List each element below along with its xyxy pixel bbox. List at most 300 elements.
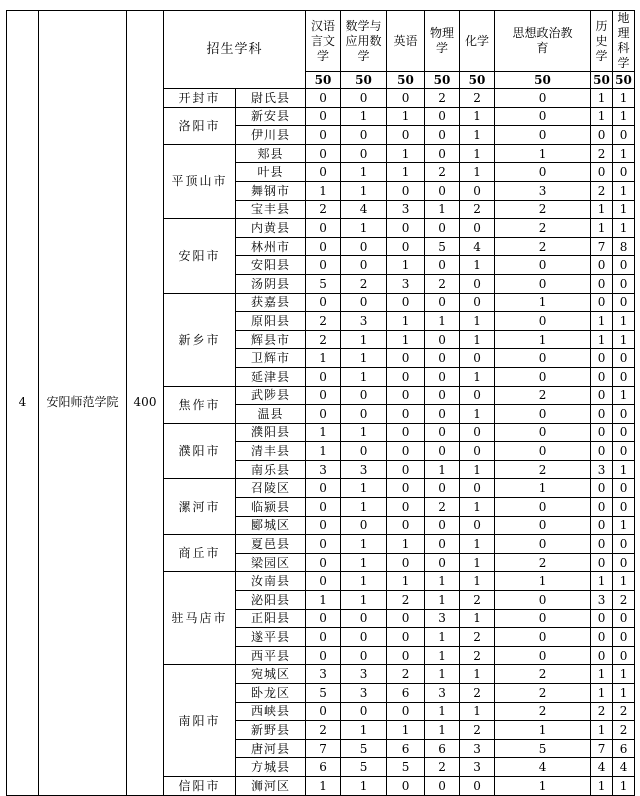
value-cell: 6 — [425, 739, 460, 758]
value-cell: 2 — [341, 274, 387, 293]
county-cell: 新安县 — [236, 107, 306, 126]
value-cell: 0 — [425, 330, 460, 349]
value-cell: 0 — [591, 405, 613, 424]
value-cell: 0 — [306, 219, 341, 238]
value-cell: 0 — [387, 423, 425, 442]
value-cell: 0 — [306, 405, 341, 424]
value-cell: 0 — [460, 516, 495, 535]
value-cell: 0 — [341, 628, 387, 647]
value-cell: 2 — [613, 721, 635, 740]
value-cell: 0 — [387, 646, 425, 665]
city-cell: 驻马店市 — [164, 572, 236, 665]
value-cell: 0 — [495, 256, 591, 275]
value-cell: 0 — [425, 126, 460, 145]
value-cell: 3 — [425, 609, 460, 628]
value-cell: 0 — [495, 423, 591, 442]
county-cell: 临颍县 — [236, 498, 306, 517]
value-cell: 0 — [387, 89, 425, 108]
value-cell: 1 — [425, 721, 460, 740]
value-cell: 2 — [495, 200, 591, 219]
value-cell: 2 — [425, 89, 460, 108]
value-cell: 0 — [387, 516, 425, 535]
value-cell: 0 — [306, 386, 341, 405]
value-cell: 0 — [613, 553, 635, 572]
value-cell: 1 — [341, 423, 387, 442]
value-cell: 1 — [425, 572, 460, 591]
value-cell: 2 — [306, 330, 341, 349]
value-cell: 5 — [387, 758, 425, 777]
total-quota: 400 — [127, 11, 164, 796]
value-cell: 1 — [591, 776, 613, 795]
value-cell: 0 — [425, 144, 460, 163]
county-cell: 武陟县 — [236, 386, 306, 405]
value-cell: 1 — [387, 256, 425, 275]
value-cell: 0 — [613, 256, 635, 275]
value-cell: 0 — [387, 405, 425, 424]
value-cell: 1 — [591, 721, 613, 740]
value-cell: 0 — [613, 274, 635, 293]
value-cell: 0 — [341, 702, 387, 721]
value-cell: 1 — [613, 181, 635, 200]
value-cell: 1 — [460, 665, 495, 684]
value-cell: 1 — [591, 89, 613, 108]
value-cell: 3 — [387, 274, 425, 293]
value-cell: 5 — [495, 739, 591, 758]
value-cell: 1 — [460, 609, 495, 628]
value-cell: 0 — [425, 442, 460, 461]
value-cell: 3 — [460, 758, 495, 777]
value-cell: 0 — [495, 126, 591, 145]
value-cell: 0 — [341, 293, 387, 312]
city-cell: 安阳市 — [164, 219, 236, 293]
value-cell: 0 — [425, 349, 460, 368]
value-cell: 1 — [425, 665, 460, 684]
value-cell: 0 — [387, 553, 425, 572]
value-cell: 0 — [306, 516, 341, 535]
value-cell: 0 — [387, 702, 425, 721]
value-cell: 0 — [613, 498, 635, 517]
value-cell: 0 — [613, 646, 635, 665]
value-cell: 1 — [460, 144, 495, 163]
value-cell: 0 — [306, 163, 341, 182]
subject-header: 化学 — [460, 11, 495, 72]
value-cell: 0 — [341, 386, 387, 405]
county-cell: 汤阴县 — [236, 274, 306, 293]
value-cell: 2 — [495, 553, 591, 572]
value-cell: 3 — [460, 739, 495, 758]
value-cell: 0 — [425, 181, 460, 200]
county-cell: 辉县市 — [236, 330, 306, 349]
county-cell: 方城县 — [236, 758, 306, 777]
value-cell: 1 — [306, 442, 341, 461]
value-cell: 0 — [591, 367, 613, 386]
value-cell: 0 — [591, 609, 613, 628]
value-cell: 1 — [460, 405, 495, 424]
value-cell: 3 — [387, 200, 425, 219]
value-cell: 0 — [341, 144, 387, 163]
value-cell: 4 — [341, 200, 387, 219]
value-cell: 0 — [306, 479, 341, 498]
value-cell: 1 — [460, 163, 495, 182]
value-cell: 0 — [591, 479, 613, 498]
value-cell: 0 — [387, 776, 425, 795]
county-cell: 新野县 — [236, 721, 306, 740]
value-cell: 0 — [306, 498, 341, 517]
value-cell: 1 — [341, 330, 387, 349]
value-cell: 3 — [495, 181, 591, 200]
value-cell: 1 — [495, 330, 591, 349]
value-cell: 0 — [591, 126, 613, 145]
value-cell: 0 — [425, 535, 460, 554]
value-cell: 0 — [613, 349, 635, 368]
county-cell: 泌阳县 — [236, 591, 306, 610]
value-cell: 0 — [460, 776, 495, 795]
city-cell: 焦作市 — [164, 386, 236, 423]
value-cell: 0 — [591, 274, 613, 293]
value-cell: 0 — [495, 591, 591, 610]
value-cell: 0 — [591, 553, 613, 572]
value-cell: 0 — [425, 256, 460, 275]
value-cell: 0 — [387, 442, 425, 461]
value-cell: 0 — [306, 609, 341, 628]
city-cell: 开封市 — [164, 89, 236, 108]
value-cell: 1 — [341, 721, 387, 740]
value-cell: 0 — [495, 367, 591, 386]
county-cell: 濮阳县 — [236, 423, 306, 442]
value-cell: 1 — [306, 349, 341, 368]
value-cell: 7 — [591, 237, 613, 256]
value-cell: 0 — [613, 535, 635, 554]
subject-header: 地理 科学 — [613, 11, 635, 72]
value-cell: 0 — [591, 293, 613, 312]
value-cell: 2 — [495, 684, 591, 703]
value-cell: 1 — [460, 535, 495, 554]
value-cell: 1 — [613, 684, 635, 703]
subject-header: 历 史 学 — [591, 11, 613, 72]
county-cell: 召陵区 — [236, 479, 306, 498]
value-cell: 0 — [495, 498, 591, 517]
county-cell: 正阳县 — [236, 609, 306, 628]
value-cell: 2 — [306, 312, 341, 331]
value-cell: 0 — [591, 423, 613, 442]
value-cell: 0 — [613, 479, 635, 498]
value-cell: 0 — [460, 479, 495, 498]
value-cell: 5 — [425, 237, 460, 256]
value-cell: 0 — [387, 126, 425, 145]
value-cell: 4 — [591, 758, 613, 777]
city-cell: 洛阳市 — [164, 107, 236, 144]
value-cell: 1 — [460, 312, 495, 331]
value-cell: 0 — [425, 516, 460, 535]
value-cell: 0 — [591, 256, 613, 275]
value-cell: 0 — [425, 219, 460, 238]
subject-header: 英语 — [387, 11, 425, 72]
value-cell: 0 — [613, 628, 635, 647]
value-cell: 0 — [306, 237, 341, 256]
county-cell: 卧龙区 — [236, 684, 306, 703]
value-cell: 5 — [306, 274, 341, 293]
value-cell: 0 — [591, 349, 613, 368]
value-cell: 1 — [425, 646, 460, 665]
value-cell: 0 — [341, 516, 387, 535]
county-cell: 内黄县 — [236, 219, 306, 238]
value-cell: 0 — [306, 107, 341, 126]
subject-quota: 50 — [460, 72, 495, 89]
value-cell: 3 — [425, 684, 460, 703]
value-cell: 3 — [341, 684, 387, 703]
subject-quota: 50 — [613, 72, 635, 89]
value-cell: 0 — [425, 479, 460, 498]
value-cell: 0 — [387, 479, 425, 498]
subject-quota: 50 — [306, 72, 341, 89]
value-cell: 1 — [591, 312, 613, 331]
value-cell: 0 — [460, 423, 495, 442]
value-cell: 0 — [613, 609, 635, 628]
value-cell: 1 — [387, 107, 425, 126]
value-cell: 0 — [591, 646, 613, 665]
value-cell: 1 — [613, 144, 635, 163]
county-cell: 梁园区 — [236, 553, 306, 572]
value-cell: 1 — [460, 572, 495, 591]
value-cell: 1 — [341, 776, 387, 795]
value-cell: 0 — [495, 628, 591, 647]
value-cell: 0 — [613, 405, 635, 424]
value-cell: 0 — [306, 367, 341, 386]
county-cell: 获嘉县 — [236, 293, 306, 312]
value-cell: 1 — [341, 367, 387, 386]
value-cell: 0 — [495, 535, 591, 554]
value-cell: 1 — [591, 572, 613, 591]
value-cell: 3 — [591, 591, 613, 610]
value-cell: 0 — [306, 256, 341, 275]
city-cell: 信阳市 — [164, 776, 236, 795]
value-cell: 3 — [341, 665, 387, 684]
value-cell: 6 — [613, 739, 635, 758]
value-cell: 1 — [341, 163, 387, 182]
value-cell: 0 — [387, 181, 425, 200]
value-cell: 0 — [613, 423, 635, 442]
value-cell: 2 — [460, 591, 495, 610]
value-cell: 2 — [495, 219, 591, 238]
value-cell: 2 — [460, 684, 495, 703]
value-cell: 0 — [495, 312, 591, 331]
subject-header-label: 招生学科 — [164, 11, 306, 89]
value-cell: 0 — [387, 628, 425, 647]
value-cell: 0 — [495, 349, 591, 368]
value-cell: 7 — [306, 739, 341, 758]
value-cell: 3 — [306, 460, 341, 479]
value-cell: 0 — [495, 405, 591, 424]
value-cell: 1 — [495, 721, 591, 740]
value-cell: 1 — [425, 628, 460, 647]
value-cell: 0 — [495, 89, 591, 108]
value-cell: 0 — [341, 237, 387, 256]
value-cell: 1 — [341, 479, 387, 498]
value-cell: 0 — [460, 293, 495, 312]
county-cell: 夏邑县 — [236, 535, 306, 554]
county-cell: 安阳县 — [236, 256, 306, 275]
value-cell: 3 — [306, 665, 341, 684]
city-cell: 漯河市 — [164, 479, 236, 535]
value-cell: 2 — [495, 702, 591, 721]
value-cell: 0 — [387, 460, 425, 479]
value-cell: 0 — [341, 89, 387, 108]
county-cell: 延津县 — [236, 367, 306, 386]
value-cell: 5 — [341, 739, 387, 758]
county-cell: 宝丰县 — [236, 200, 306, 219]
value-cell: 0 — [591, 628, 613, 647]
value-cell: 0 — [387, 609, 425, 628]
value-cell: 0 — [613, 126, 635, 145]
value-cell: 1 — [387, 330, 425, 349]
value-cell: 2 — [591, 144, 613, 163]
value-cell: 0 — [387, 219, 425, 238]
value-cell: 1 — [591, 665, 613, 684]
value-cell: 0 — [306, 646, 341, 665]
value-cell: 1 — [460, 702, 495, 721]
value-cell: 0 — [613, 163, 635, 182]
value-cell: 0 — [460, 274, 495, 293]
value-cell: 0 — [387, 349, 425, 368]
value-cell: 2 — [306, 721, 341, 740]
enrollment-table — [6, 10, 635, 796]
value-cell: 1 — [495, 479, 591, 498]
value-cell: 1 — [591, 684, 613, 703]
county-cell: 遂平县 — [236, 628, 306, 647]
value-cell: 1 — [495, 293, 591, 312]
county-cell: 郾城区 — [236, 516, 306, 535]
value-cell: 1 — [425, 591, 460, 610]
value-cell: 1 — [387, 163, 425, 182]
county-cell: 南乐县 — [236, 460, 306, 479]
value-cell: 0 — [460, 442, 495, 461]
value-cell: 1 — [591, 107, 613, 126]
value-cell: 3 — [341, 460, 387, 479]
value-cell: 0 — [306, 572, 341, 591]
value-cell: 0 — [306, 628, 341, 647]
value-cell: 0 — [387, 498, 425, 517]
value-cell: 0 — [495, 274, 591, 293]
value-cell: 1 — [613, 107, 635, 126]
city-cell: 商丘市 — [164, 535, 236, 572]
value-cell: 0 — [425, 423, 460, 442]
value-cell: 8 — [613, 237, 635, 256]
value-cell: 0 — [306, 535, 341, 554]
value-cell: 0 — [591, 516, 613, 535]
value-cell: 6 — [306, 758, 341, 777]
value-cell: 0 — [460, 181, 495, 200]
value-cell: 2 — [306, 200, 341, 219]
value-cell: 1 — [306, 776, 341, 795]
value-cell: 1 — [425, 702, 460, 721]
value-cell: 1 — [341, 498, 387, 517]
value-cell: 2 — [495, 460, 591, 479]
value-cell: 1 — [425, 460, 460, 479]
row-number: 4 — [7, 11, 39, 796]
value-cell: 2 — [425, 163, 460, 182]
value-cell: 1 — [460, 330, 495, 349]
value-cell: 0 — [341, 405, 387, 424]
county-cell: 清丰县 — [236, 442, 306, 461]
value-cell: 1 — [341, 591, 387, 610]
value-cell: 0 — [425, 367, 460, 386]
value-cell: 0 — [306, 89, 341, 108]
subject-quota: 50 — [387, 72, 425, 89]
value-cell: 0 — [591, 163, 613, 182]
value-cell: 1 — [460, 126, 495, 145]
value-cell: 0 — [591, 498, 613, 517]
value-cell: 1 — [387, 572, 425, 591]
value-cell: 1 — [613, 312, 635, 331]
value-cell: 1 — [341, 219, 387, 238]
value-cell: 0 — [306, 144, 341, 163]
county-cell: 伊川县 — [236, 126, 306, 145]
value-cell: 0 — [591, 386, 613, 405]
value-cell: 2 — [387, 665, 425, 684]
value-cell: 1 — [460, 460, 495, 479]
value-cell: 0 — [341, 442, 387, 461]
value-cell: 3 — [591, 460, 613, 479]
value-cell: 0 — [341, 646, 387, 665]
value-cell: 1 — [613, 572, 635, 591]
county-cell: 郏县 — [236, 144, 306, 163]
value-cell: 1 — [460, 498, 495, 517]
county-cell: 舞钢市 — [236, 181, 306, 200]
county-cell: 林州市 — [236, 237, 306, 256]
county-cell: 原阳县 — [236, 312, 306, 331]
institution-name: 安阳师范学院 — [39, 11, 127, 796]
value-cell: 1 — [591, 219, 613, 238]
value-cell: 2 — [613, 591, 635, 610]
value-cell: 1 — [495, 144, 591, 163]
value-cell: 0 — [460, 349, 495, 368]
value-cell: 1 — [460, 256, 495, 275]
value-cell: 0 — [591, 442, 613, 461]
value-cell: 0 — [425, 293, 460, 312]
value-cell: 1 — [460, 553, 495, 572]
value-cell: 2 — [387, 591, 425, 610]
county-cell: 温县 — [236, 405, 306, 424]
value-cell: 2 — [591, 702, 613, 721]
value-cell: 4 — [460, 237, 495, 256]
value-cell: 1 — [613, 776, 635, 795]
value-cell: 6 — [387, 739, 425, 758]
value-cell: 1 — [425, 200, 460, 219]
value-cell: 1 — [341, 107, 387, 126]
value-cell: 2 — [591, 181, 613, 200]
value-cell: 0 — [613, 442, 635, 461]
value-cell: 1 — [613, 330, 635, 349]
subject-quota: 50 — [425, 72, 460, 89]
value-cell: 1 — [387, 535, 425, 554]
value-cell: 1 — [341, 553, 387, 572]
subject-quota: 50 — [495, 72, 591, 89]
value-cell: 2 — [495, 237, 591, 256]
value-cell: 1 — [306, 591, 341, 610]
value-cell: 2 — [460, 646, 495, 665]
subject-header: 物理 学 — [425, 11, 460, 72]
value-cell: 2 — [460, 89, 495, 108]
value-cell: 0 — [460, 386, 495, 405]
subject-header: 汉语 言文 学 — [306, 11, 341, 72]
value-cell: 2 — [460, 200, 495, 219]
value-cell: 5 — [341, 758, 387, 777]
county-cell: 西平县 — [236, 646, 306, 665]
value-cell: 1 — [306, 181, 341, 200]
value-cell: 1 — [460, 107, 495, 126]
value-cell: 1 — [613, 665, 635, 684]
subject-header: 思想政治教 育 — [495, 11, 591, 72]
